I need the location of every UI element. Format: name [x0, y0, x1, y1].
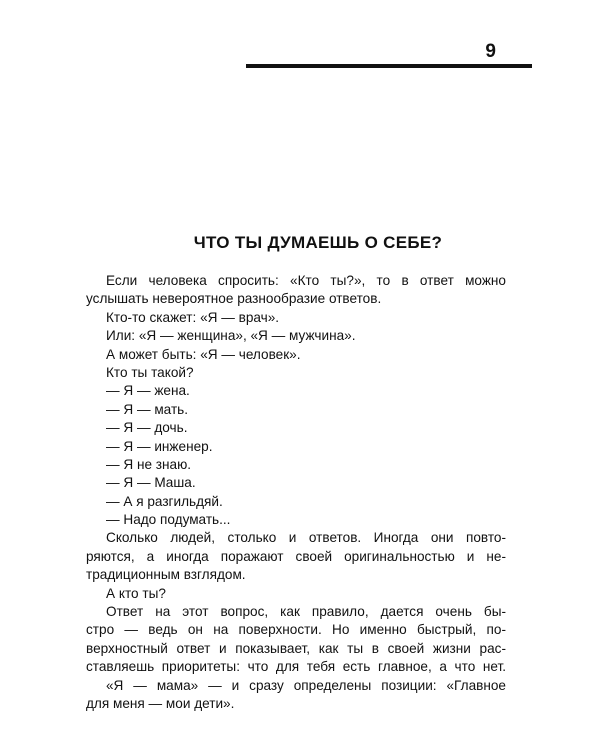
- text-line: для меня — мои дети».: [86, 695, 235, 711]
- page-header: [246, 41, 532, 68]
- text-line: ставляешь приоритеты: что для тебя есть главное, а что нет.: [86, 659, 506, 675]
- text-line: — Я не знаю.: [106, 456, 192, 472]
- text-line: верхностный ответ и показывает, как ты в своей жизни рас-: [86, 640, 506, 656]
- text-line: «Я — мама» — и сразу определены позиции: «Главное: [106, 677, 506, 693]
- text-line: Кто ты такой?: [106, 364, 194, 380]
- text-line: — Я — жена.: [106, 383, 190, 399]
- text-line: А может быть: «Я — человек».: [106, 346, 301, 362]
- text-line: Ответ на этот вопрос, как правило, дается очень бы-: [106, 604, 506, 620]
- text-line: — Я — мать.: [106, 401, 189, 417]
- text-line: — Я — инженер.: [106, 438, 213, 454]
- page-number: 9: [485, 41, 496, 62]
- text-line: стро — ведь он на поверхности. Но именно быстрый, по-: [86, 622, 506, 638]
- text-line: услышать невероятное разнообразие ответов.: [86, 291, 382, 307]
- text-line: Кто-то скажет: «Я — врач».: [106, 309, 280, 325]
- header-rule: [246, 64, 532, 68]
- text-line: Сколько людей, столько и ответов. Иногда они повто-: [106, 530, 506, 546]
- text-line: — Надо подумать...: [106, 512, 231, 528]
- text-line: традиционным взглядом.: [86, 567, 246, 583]
- body-text: [86, 272, 506, 713]
- text-line: — А я разгильдяй.: [106, 493, 223, 509]
- text-line: ряются, а иногда поражают своей оригинальностью и не-: [86, 548, 506, 564]
- text-line: А кто ты?: [106, 585, 166, 601]
- text-line: — Я — Маша.: [106, 475, 196, 491]
- text-line: — Я — дочь.: [106, 420, 188, 436]
- text-line: Если человека спросить: «Кто ты?», то в ответ можно: [106, 273, 506, 288]
- text-line: Или: «Я — женщина», «Я — мужчина».: [106, 328, 356, 344]
- chapter-title: ЧТО ТЫ ДУМАЕШЬ О СЕБЕ?: [193, 233, 443, 252]
